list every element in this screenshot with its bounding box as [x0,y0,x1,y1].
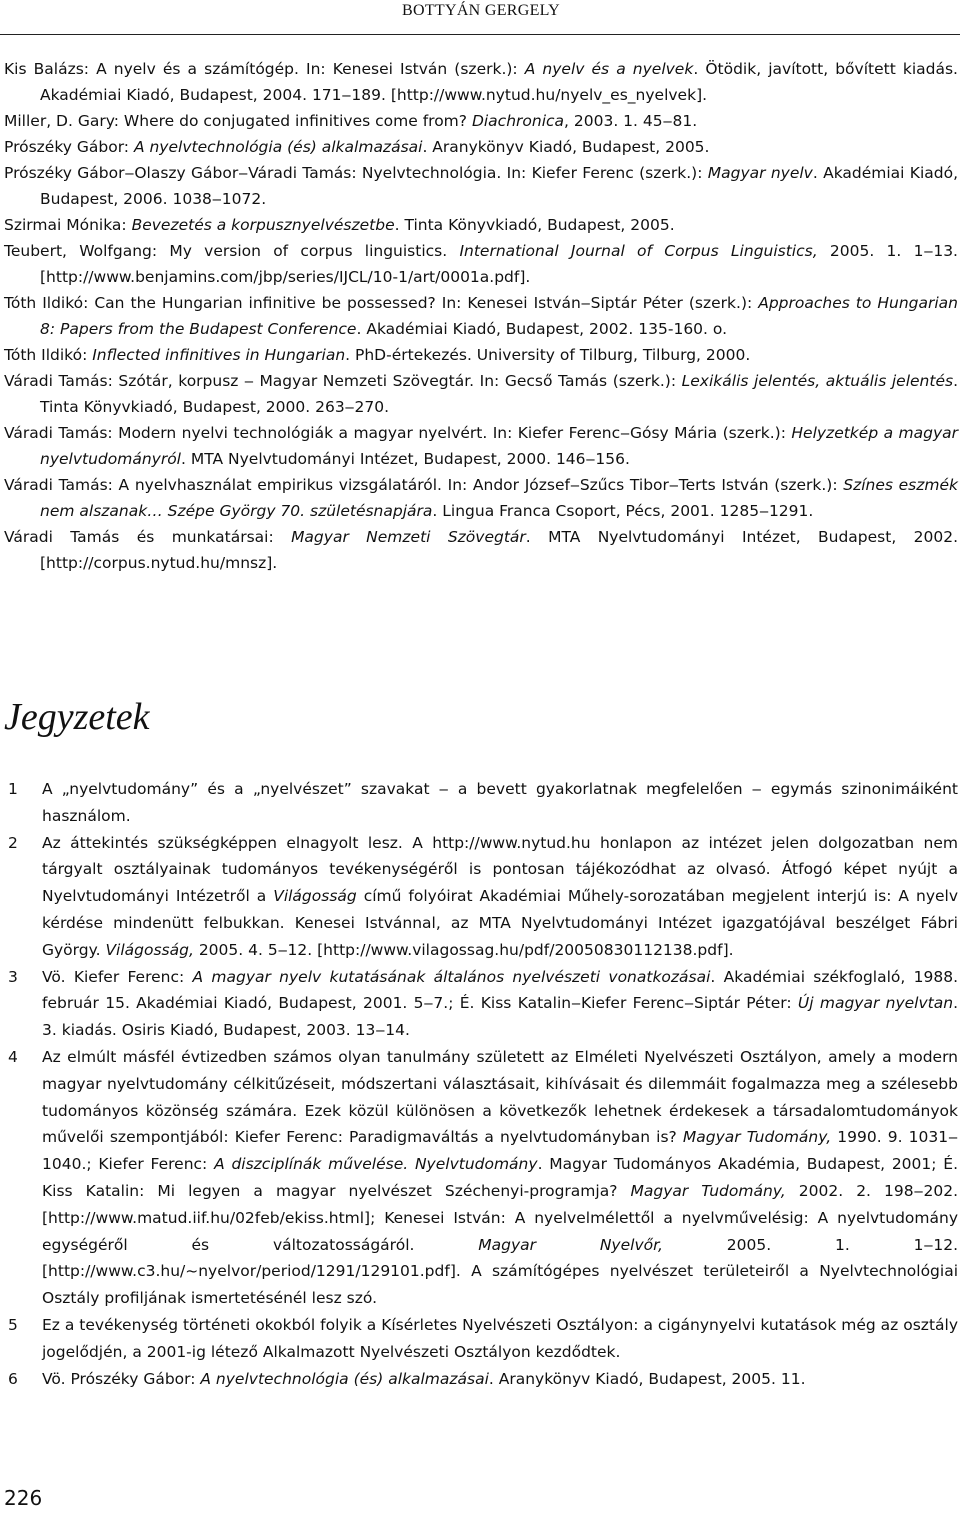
text-run: Teubert, Wolfgang: My version of corpus linguistics. [4,242,460,260]
text-run: . Lingua Franca Csoport, Pécs, 2001. 1285‒1291. [432,502,814,520]
bibliography-entry [4,342,958,368]
text-run: 1990. 9. 1031‒1040.; Kiefer Ferenc: [42,1128,958,1174]
endnote-item [4,1044,958,1312]
text-run: Tóth Ildikó: [4,346,93,364]
text-run: Váradi Tamás: A nyelvhasználat empirikus vizsgálatáról. In: Andor József‒Szűcs Tibor‒Terts István (szerk.): [4,476,844,494]
endnote-number: 5 [8,1315,18,1334]
italic-title-text: Színes eszmék nem alszanak… Szépe György 70. születésnapjára [40,476,958,520]
italic-title-text: Új magyar nyelvtan [797,994,954,1013]
italic-title-text: Világosság, [105,940,194,959]
italic-title-text: Magyar Tudomány, [682,1128,832,1147]
endnote-text [42,776,958,830]
endnote-item [4,830,958,964]
italic-title-text: Magyar Nyelvőr, [478,1235,663,1254]
text-run: Miller, D. Gary: Where do conjugated infinitives come from? [4,112,472,130]
text-run: . Tinta Könyvkiadó, Budapest, 2005. [394,216,675,234]
text-run: Váradi Tamás és munkatársai: [4,528,292,546]
bibliography-entry [4,524,958,576]
text-run: 2005. 1. 1‒12. [http://www.c3.hu/~nyelvor/period/1291/129101.pdf]. A számítógépes nyelvészet területeiről a Nyelvtechnológiai Osztály profiljának ismertetésénél lesz szó. [42,1235,958,1308]
text-run: . Akadémiai Kiadó, Budapest, 2002. 135-160. o. [356,320,728,338]
text-run: Az áttekintés szükségképpen elnagyolt lesz. A http://www.nytud.hu honlapon az intézet jelen dolgozatban nem tárgyalt osztályainak tudományos tevékenységéről is pontosan tájékozódhat az olvasó. Átfogó képet nyújt a Nyelvtudományi Intézetről a [42,833,958,906]
italic-title-text: Bevezetés a korpusznyelvészetbe [131,216,395,234]
bibliography-entry [4,368,958,420]
text-run: Az elmúlt másfél évtizedben számos olyan tanulmány született az Elméleti Nyelvészeti Osztályon, amely a modern magyar nyelvtudomány célkitűzéseit, módszertani választásait, kihívásait és dilemmáit fogalmazza meg a szélesebb tudományos közönség számára. Ezek közül különösen a következők lehetnek érdekesek a társadalomtudományok művelői szempontjából: Kiefer Ferenc: Paradigmaváltás a nyelvtudományban is? [42,1047,958,1147]
italic-title-text: Lexikális jelentés, aktuális jelentés [681,372,954,390]
bibliography-entry [4,290,958,342]
italic-title-text: Magyar Tudomány, [630,1181,786,1200]
text-run: Vö. Prószéky Gábor: [42,1369,201,1388]
text-run: című folyóirat Akadémiai Műhely-sorozatában megjelent interjú is: A nyelv kérdése mindenütt felbukkan. Kenesei Istvánnal, az MTA Nyelvtudományi Intézet igazgatójával beszélget Fábri György. [42,887,959,959]
text-run: Prószéky Gábor‒Olaszy Gábor‒Váradi Tamás: Nyelvtechnológia. In: Kiefer Ferenc (szerk.): [4,164,708,182]
bibliography-entry [4,420,958,472]
italic-title-text: A nyelvtechnológia (és) alkalmazásai [200,1369,489,1388]
text-run: . Aranykönyv Kiadó, Budapest, 2005. [422,138,710,156]
italic-title-text: Helyzetkép a magyar nyelvtudományról [40,424,959,468]
text-run: 2002. 2. 198‒202. [http://www.matud.iif.hu/02feb/ekiss.html]; Kenesei István: A nyelvelmélettől a nyelvművelésig: A nyelvtudomány egységéről és változatosságáról. [42,1181,958,1254]
endnote-item [4,776,958,830]
text-run: . PhD-értekezés. University of Tilburg, Tilburg, 2000. [345,346,751,364]
running-header: BOTTYÁN GERGELY [402,2,560,19]
bibliography-entry [4,238,958,290]
italic-title-text: A diszciplínák művelése. Nyelvtudomány [214,1155,538,1174]
text-run: . Akadémiai székfoglaló, 1988. február 15. Akadémiai Kiadó, Budapest, 2001. 5‒7.; É. Kiss Katalin‒Kiefer Ferenc‒Siptár Péter: [42,967,958,1013]
text-run: Szirmai Mónika: [4,216,132,234]
text-run: . Magyar Tudományos Akadémia, Budapest, 2001; É. Kiss Katalin: Mi legyen a magyar nyelvészet Széchenyi-programja? [42,1155,958,1200]
endnote-text [42,964,958,1044]
endnote-number: 1 [8,780,18,798]
italic-title-text: Inflected infinitives in Hungarian [92,346,346,364]
endnote-text [42,1366,958,1393]
text-run: Váradi Tamás: Szótár, korpusz ‒ Magyar Nemzeti Szövegtár. In: Gecső Tamás (szerk.): [4,372,682,390]
text-run: Ez a tevékenység történeti okokból folyik a Kísérletes Nyelvészeti Osztályon: a cigánynyelvi kutatások még az osztály jogelődjén, a 2001-ig létező Alkalmazott Nyelvészeti Osztályon kezdődtek. [42,1315,958,1361]
text-run: Tóth Ildikó: Can the Hungarian infinitive be possessed? In: Kenesei István‒Siptár Péter (szerk.): [4,294,759,312]
text-run: . Akadémiai Kiadó, Budapest, 2006. 1038‒1072. [40,164,959,208]
text-run: . MTA Nyelvtudományi Intézet, Budapest, 2002. [http://corpus.nytud.hu/mnsz]. [40,528,958,572]
italic-title-text: A magyar nyelv kutatásának általános nyelvészeti vonatkozásai [192,967,711,986]
italic-title-text: Világosság [273,887,357,906]
endnote-number: 2 [8,833,18,852]
text-run: Váradi Tamás: Modern nyelvi technológiák a magyar nyelvért. In: Kiefer Ferenc‒Gósy Mária (szerk.): [4,424,792,442]
text-run: Vö. Kiefer Ferenc: [42,967,193,986]
text-run: 2005. 1. 1‒13. [http://www.benjamins.com/jbp/series/IJCL/10-1/art/0001a.pdf]. [40,242,958,286]
italic-title-text: A nyelv és a nyelvek [524,60,694,78]
text-run: , 2003. 1. 45‒81. [564,112,698,130]
notes-heading: Jegyzetek [4,696,150,738]
text-run: . Aranykönyv Kiadó, Budapest, 2005. 11. [488,1369,806,1388]
text-run: A „nyelvtudomány” és a „nyelvészet” szavakat ‒ a bevett gyakorlatnak megfelelően ‒ egymás szinonimáiként használom. [42,780,958,825]
bibliography-entry [4,108,958,134]
header-divider [0,34,960,35]
endnote-text [42,1044,958,1312]
text-run: . MTA Nyelvtudományi Intézet, Budapest, 2000. 146‒156. [181,450,630,468]
endnote-text [42,830,958,964]
page-number: 226 [4,1486,43,1510]
italic-title-text: International Journal of Corpus Linguistics, [459,242,818,260]
bibliography-entry [4,134,958,160]
text-run: Prószéky Gábor: [4,138,134,156]
bibliography-entry [4,472,958,524]
italic-title-text: Magyar Nemzeti Szövegtár [291,528,526,546]
text-run: Kis Balázs: A nyelv és a számítógép. In: Kenesei István (szerk.): [4,60,525,78]
bibliography-entry [4,160,958,212]
endnote-text [42,1312,958,1366]
endnote-item [4,1366,958,1393]
endnote-item [4,964,958,1044]
text-run: . Ötödik, javított, bővített kiadás. Akadémiai Kiadó, Budapest, 2004. 171‒189. [http://www.nytud.hu/nyelv_es_nyelvek]. [40,60,958,104]
endnote-number: 4 [8,1047,18,1066]
text-run: 2005. 4. 5‒12. [http://www.vilagossag.hu/pdf/20050830112138.pdf]. [193,940,734,959]
endnote-number: 3 [8,967,18,986]
italic-title-text: Magyar nyelv [707,164,813,182]
endnote-item [4,1312,958,1366]
italic-title-text: Diachronica [471,112,565,130]
bibliography-entry [4,212,958,238]
endnote-number: 6 [8,1369,18,1388]
italic-title-text: A nyelvtechnológia (és) alkalmazásai [133,138,423,156]
text-run: . Tinta Könyvkiadó, Budapest, 2000. 263‒270. [40,372,959,416]
endnotes-list [4,776,958,1392]
italic-title-text: Approaches to Hungarian 8: Papers from the Budapest Conference [40,294,958,338]
bibliography-list [4,56,958,576]
bibliography-entry [4,56,958,108]
text-run: . 3. kiadás. Osiris Kiadó, Budapest, 2003. 13‒14. [42,994,958,1040]
